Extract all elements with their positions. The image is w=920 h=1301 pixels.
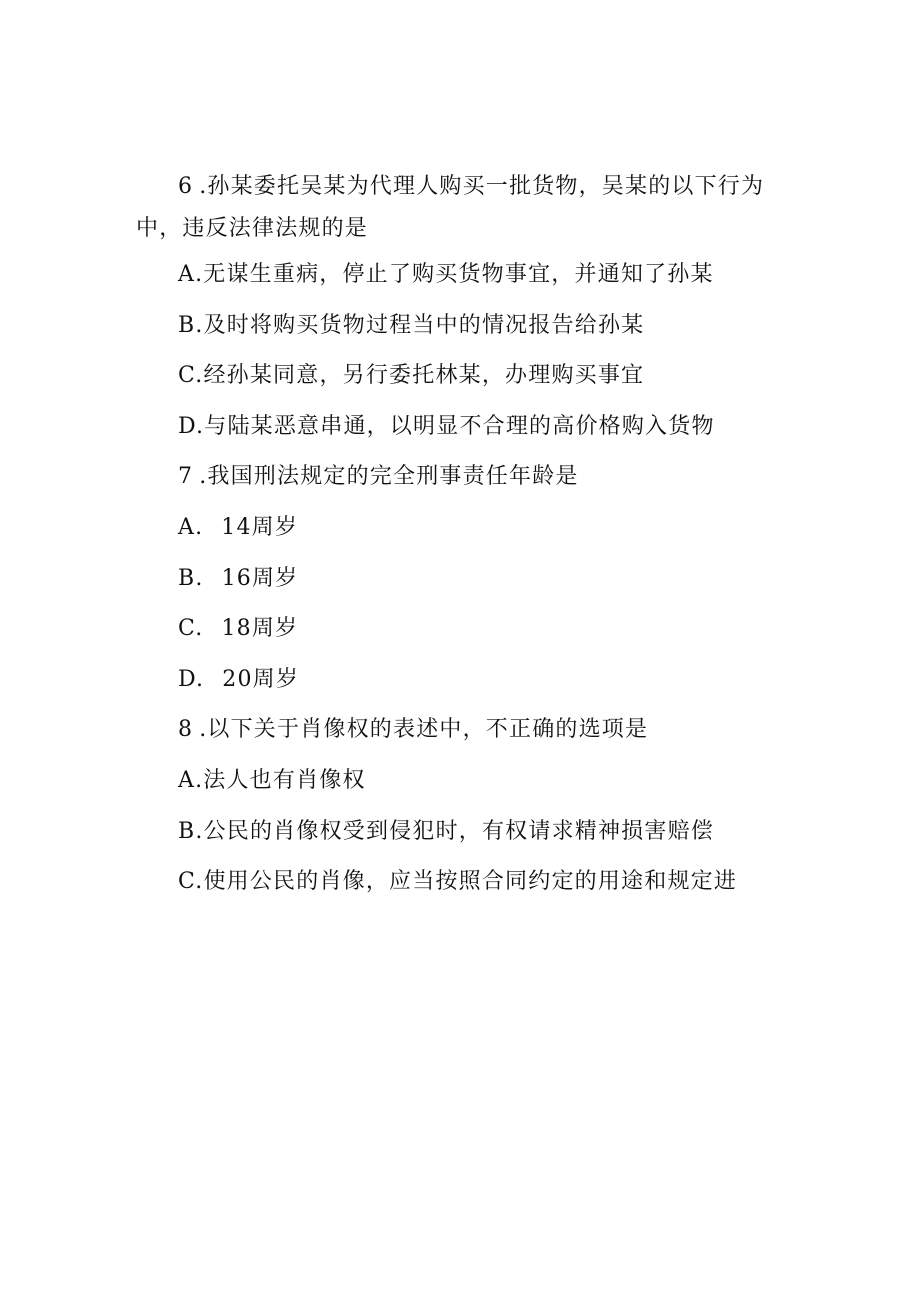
question-6-stem-line-2: 中，违反法律法规的是 — [136, 216, 369, 241]
option-letter: A. — [178, 767, 204, 793]
option-8a — [136, 756, 786, 807]
option-letter: B. — [178, 818, 204, 844]
question-7-stem — [136, 452, 786, 503]
option-6c — [136, 351, 786, 402]
option-text: 经孙某同意，另行委托林某，办理购买事宜 — [203, 363, 645, 389]
option-letter: B. — [178, 312, 204, 338]
option-letter: A. — [178, 514, 204, 540]
question-6 — [136, 166, 786, 250]
question-number: 8 — [178, 717, 194, 743]
option-text: 20周岁 — [222, 666, 300, 692]
option-text: 及时将购买货物过程当中的情况报告给孙某 — [203, 312, 645, 338]
option-text: 18周岁 — [221, 616, 299, 642]
option-8b — [136, 807, 786, 858]
question-stem-text: .我国刑法规定的完全刑事责任年龄是 — [199, 464, 579, 490]
question-list — [136, 166, 786, 908]
option-8c — [136, 857, 786, 908]
option-letter: A. — [178, 262, 204, 287]
option-7d — [136, 655, 786, 706]
option-letter: C. — [178, 363, 204, 389]
option-6d — [136, 402, 786, 453]
option-text: 无谋生重病，停止了购买货物事宜，并通知了孙某 — [203, 262, 714, 287]
option-text: 14周岁 — [221, 514, 299, 540]
option-6b — [136, 301, 786, 352]
option-letter: D. — [178, 666, 205, 692]
option-7b — [136, 554, 786, 605]
option-letter: B. — [178, 565, 204, 591]
option-7c — [136, 604, 786, 655]
question-stem-text: .孙某委托吴某为代理人购买一批货物，吴某的以下行为 — [199, 174, 765, 199]
option-text: 16周岁 — [221, 565, 299, 591]
option-letter: C. — [178, 869, 204, 895]
option-text: 法人也有肖像权 — [203, 767, 366, 793]
option-text: 使用公民的肖像，应当按照合同约定的用途和规定进 — [203, 869, 738, 895]
question-stem-text: .以下关于肖像权的表述中，不正确的选项是 — [199, 717, 649, 743]
option-text: 与陆某恶意串通，以明显不合理的高价格购入货物 — [204, 413, 715, 439]
option-7a — [136, 503, 786, 554]
question-8-stem — [136, 705, 786, 756]
option-text: 公民的肖像权受到侵犯时，有权请求精神损害赔偿 — [203, 818, 714, 844]
question-number: 6 — [178, 174, 194, 199]
option-6a — [136, 250, 786, 301]
option-letter: C. — [178, 616, 204, 642]
option-letter: D. — [178, 413, 205, 439]
question-6-stem-line-1 — [136, 166, 786, 208]
question-number: 7 — [178, 464, 194, 490]
